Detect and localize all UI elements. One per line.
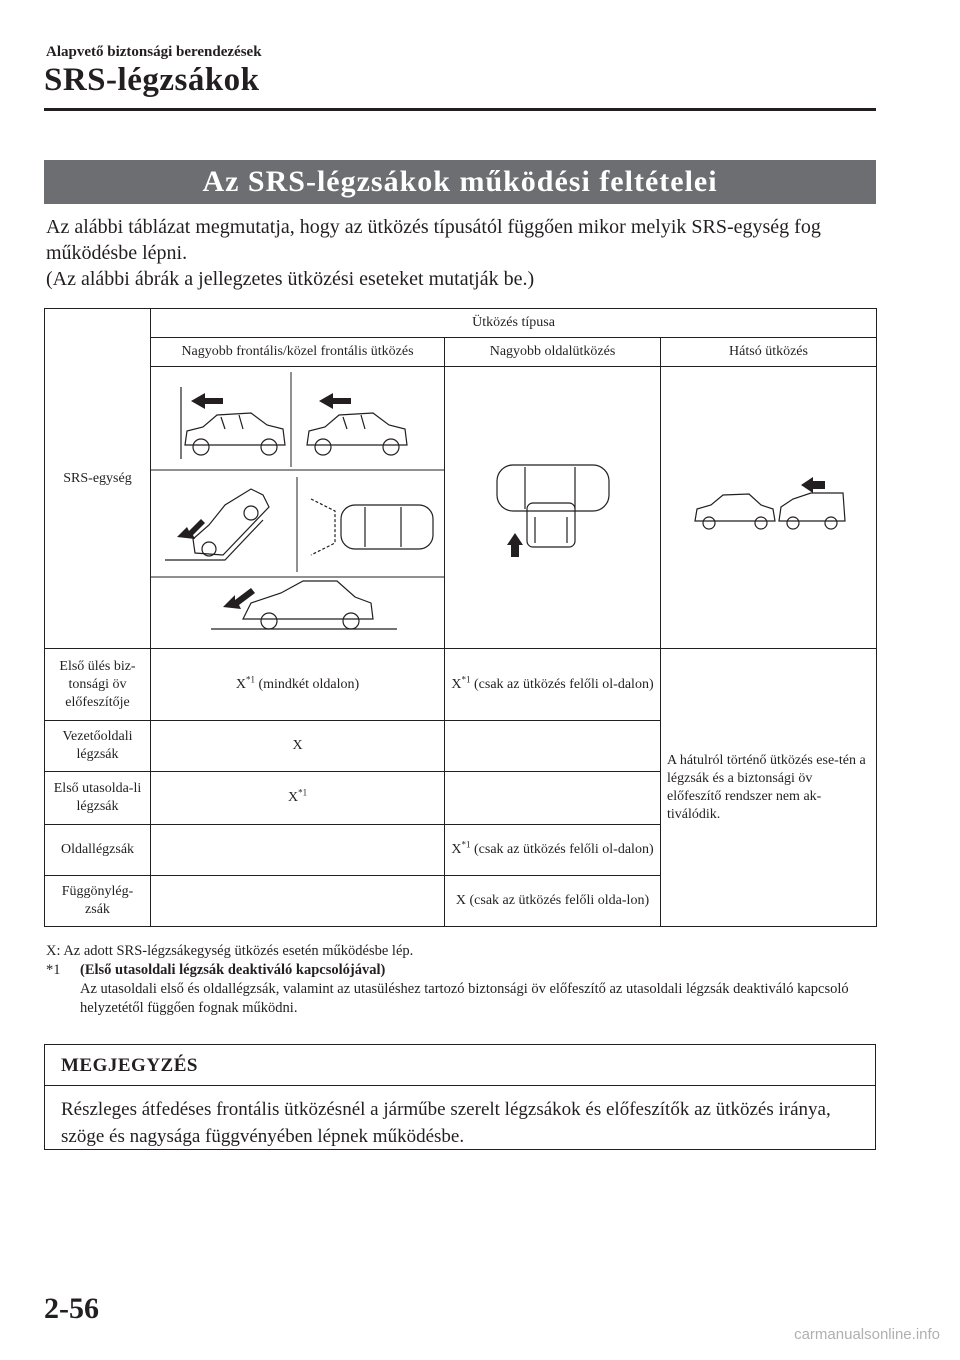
row-header-srs-unit: SRS-egység: [45, 309, 151, 649]
srs-operation-table: [44, 308, 877, 927]
arrow-left-icon: [801, 477, 825, 493]
footnotes: [46, 942, 876, 1018]
rear-illustration-cell: [661, 367, 877, 649]
cell-frontal: [151, 876, 445, 927]
car-slope-icon: [165, 489, 269, 560]
group-header-crash-type: Ütközés típusa: [151, 309, 877, 338]
page-number: 2-56: [44, 1292, 99, 1325]
car-top-view-icon: [311, 499, 433, 555]
cell-frontal: [151, 825, 445, 876]
footnote-text: Az utasoldali első és oldallégzsák, valamint az utasüléshez tartozó biztonsági öv előfeszítő az utasoldali légzsák deaktiváló kapcsoló helyzetétől függően fognak működni.: [80, 981, 849, 1016]
intro-line-1: Az alábbi táblázat megmutatja, hogy az ütközés típusától függően mikor melyik SRS-egység fog működésbe lépni.: [46, 216, 821, 264]
column-header-rear: Hátsó ütközés: [661, 338, 877, 367]
arrow-left-icon: [319, 393, 351, 409]
arrow-left-icon: [191, 393, 223, 409]
column-header-frontal: Nagyobb frontális/közel frontális ütközés: [151, 338, 445, 367]
side-illustration-cell: [445, 367, 661, 649]
note-box: [44, 1044, 876, 1150]
cell-side: [445, 772, 661, 825]
arrow-up-icon: [507, 533, 523, 557]
rear-crash-illustration: [661, 367, 877, 648]
cell-side: $X^{*1}$ (csak az ütközés felőli ol-dalon): [445, 825, 661, 876]
title-rule: [44, 108, 876, 111]
cell-rear-note: A hátulról történő ütközés ese-tén a légzsák és a biztonsági öv előfeszítő rendszer nem ak-tiválódik.: [661, 649, 877, 927]
side-crash-illustration: [445, 367, 661, 648]
column-header-side: Nagyobb oldalütközés: [445, 338, 661, 367]
note-text: Részleges átfedéses frontális ütközésnél a járműbe szerelt légzsákok és előfeszítők az ütközés iránya, szöge és nagysága függvényében lépnek működésbe.: [61, 1099, 831, 1147]
frontal-illustrations-cell: [151, 367, 445, 649]
section-title: Az SRS-légzsákok működési feltételei: [44, 160, 876, 204]
frontal-crash-illustration: [151, 367, 445, 648]
unit-driver-airbag: Vezetőoldali légzsák: [45, 721, 151, 772]
note-title: MEGJEGYZÉS: [45, 1045, 875, 1086]
car-top-view-side-icon: [497, 465, 609, 547]
intro-text: [46, 214, 886, 292]
cell-side: $X^{*1}$ (csak az ütközés felőli ol-dalon): [445, 649, 661, 721]
unit-side-airbag: Oldallégzsák: [45, 825, 151, 876]
car-frontal-vehicle-icon: [307, 413, 407, 455]
unit-seatbelt-pretensioner: Első ülés biz-tonsági öv előfeszítője: [45, 649, 151, 721]
footnote-title: (Első utasoldali légzsák deaktiváló kapcsolójával): [80, 962, 386, 978]
cell-frontal: $X^{*1}$: [151, 772, 445, 825]
page-title: SRS-légzsákok: [44, 62, 260, 98]
footnote-mark: *1: [46, 962, 61, 978]
cell-frontal: X: [151, 721, 445, 772]
car-frontal-wall-icon: [181, 387, 285, 459]
cell-side: [445, 721, 661, 772]
cell-side: X (csak az ütközés felőli olda-lon): [445, 876, 661, 927]
breadcrumb: Alapvető biztonsági berendezések: [46, 44, 262, 60]
car-rear-collision-icon: [695, 493, 845, 529]
unit-passenger-airbag: Első utasolda-li légzsák: [45, 772, 151, 825]
watermark: carmanualsonline.info: [794, 1326, 940, 1343]
footnote-x-legend: X: Az adott SRS-légzsákegység ütközés esetén működésbe lép.: [46, 943, 414, 959]
intro-line-2: (Az alábbi ábrák a jellegzetes ütközési eseteket mutatják be.): [46, 268, 535, 290]
unit-curtain-airbag: Függönylég-zsák: [45, 876, 151, 927]
cell-frontal: $X^{*1}$ (mindkét oldalon): [151, 649, 445, 721]
arrow-down-left-icon: [177, 519, 205, 539]
